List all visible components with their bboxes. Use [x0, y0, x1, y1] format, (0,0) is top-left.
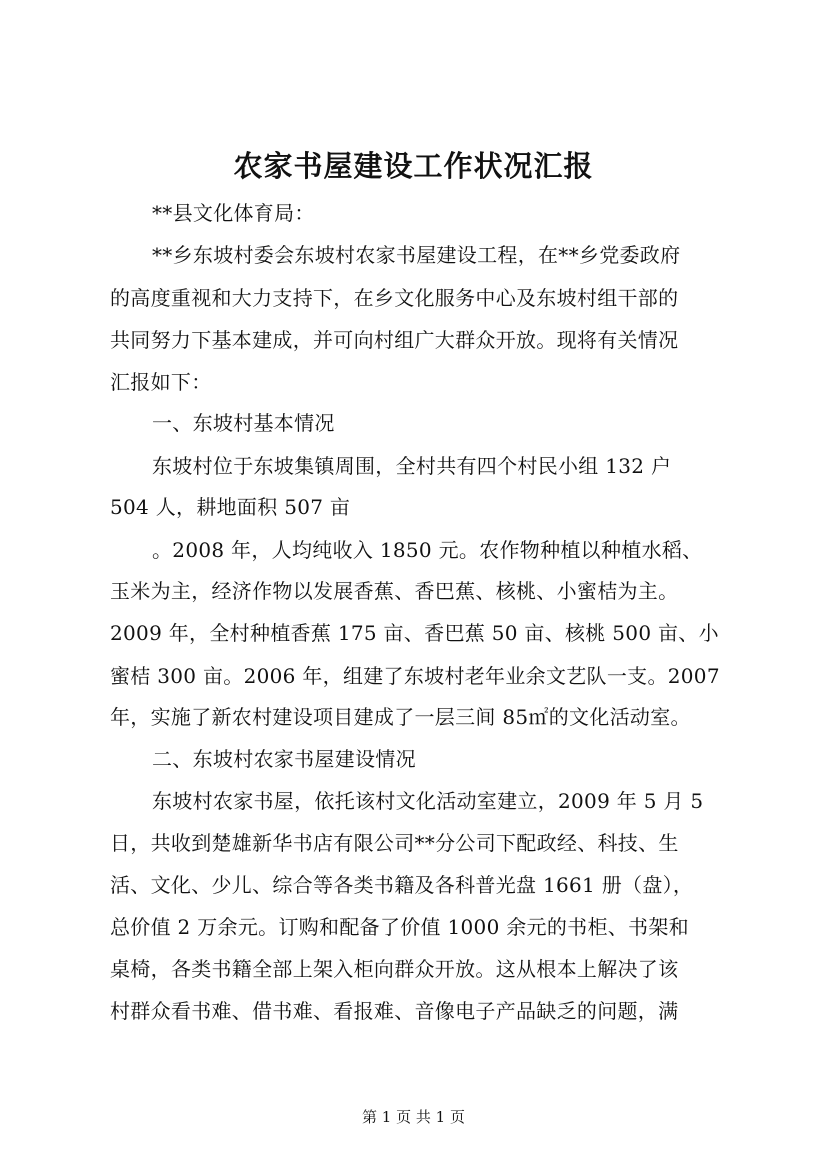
paragraph-line: 总价值 2 万余元。订购和配备了价值 1000 余元的书柜、书架和 [110, 915, 689, 939]
paragraph-line: 东坡村农家书屋，依托该村文化活动室建立，2009 年 5 月 5 [152, 789, 704, 813]
paragraph-line: 共同努力下基本建成，并可向村组广大群众开放。现将有关情况 [110, 328, 679, 352]
paragraph-line: 日，共收到楚雄新华书店有限公司**分公司下配政经、科技、生 [110, 831, 679, 855]
paragraph-line: 504 人，耕地面积 507 亩 [110, 495, 351, 519]
document-title: 农家书屋建设工作状况汇报 [233, 149, 594, 183]
page-number: 第 1 页 共 1 页 [362, 1108, 465, 1126]
paragraph-line: **乡东坡村委会东坡村农家书屋建设工程，在**乡党委政府 [152, 243, 681, 267]
paragraph-line: 年，实施了新农村建设项目建成了一层三间 85㎡的文化活动室。 [110, 705, 691, 729]
paragraph-line: 活、文化、少儿、综合等各类书籍及各科普光盘 1661 册（盘）， [110, 873, 694, 897]
section-heading: 一、东坡村基本情况 [152, 411, 335, 435]
paragraph-line: 蜜桔 300 亩。2006 年，组建了东坡村老年业余文艺队一支。2007 [110, 664, 720, 688]
paragraph-line: 汇报如下： [110, 370, 212, 394]
paragraph-line: 玉米为主，经济作物以发展香蕉、香巴蕉、核桃、小蜜桔为主。 [110, 579, 679, 603]
section-heading: 二、东坡村农家书屋建设情况 [152, 747, 416, 771]
salutation: **县文化体育局： [152, 201, 315, 225]
paragraph-line: 的高度重视和大力支持下，在乡文化服务中心及东坡村组干部的 [110, 286, 679, 310]
paragraph-line: 。2008 年，人均纯收入 1850 元。农作物种植以种植水稻、 [152, 538, 703, 562]
paragraph-line: 村群众看书难、借书难、看报难、音像电子产品缺乏的问题，满 [110, 999, 679, 1023]
paragraph-line: 东坡村位于东坡集镇周围，全村共有四个村民小组 132 户 [152, 454, 672, 478]
paragraph-line: 桌椅，各类书籍全部上架入柜向群众开放。这从根本上解决了该 [110, 957, 679, 981]
paragraph-line: 2009 年，全村种植香蕉 175 亩、香巴蕉 50 亩、核桃 500 亩、小 [110, 621, 719, 645]
